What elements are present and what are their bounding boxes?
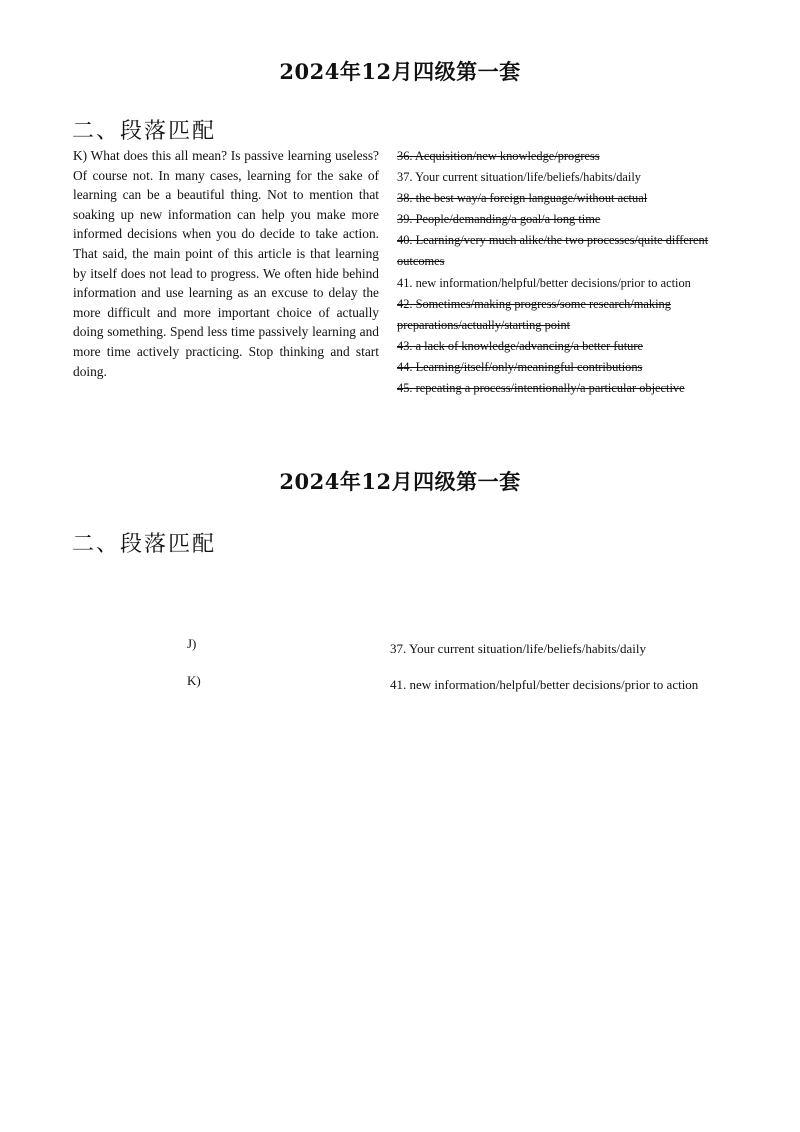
answer-text: 37. Your current situation/life/beliefs/habits/daily [390, 641, 646, 656]
page-title: 2024年12月四级第一套 [279, 59, 521, 84]
option-item: 40. Learning/very much alike/the two processes/quite different outcomes [397, 233, 709, 269]
option-item: 37. Your current situation/life/beliefs/habits/daily [397, 170, 641, 185]
passage-paragraph-k: K) What does this all mean? Is passive learning useless? Of course not. In many cases, learning for the sake of learning can be a beautiful thing. Not to mention that soaking up new information can help you make more informed decisions when you do decide to take action. That said, the main point of this article is that learning by itself does not lead to progress. We often hide behind information and use learning as an excuse to delay the more difficult and more important choice of actually doing something. Spend less time passively learning and more time actively practicing. Stop thinking and start doing. [73, 148, 379, 379]
section-heading: 二、段落匹配 [72, 119, 217, 144]
answer-label: K) [187, 673, 201, 688]
option-item: 38. the best way/a foreign language/without actual [397, 191, 648, 206]
options-list [397, 146, 757, 399]
answer-label: J) [187, 636, 197, 651]
option-item: 44. Learning/itself/only/meaningful contributions [397, 359, 643, 374]
option-item: 39. People/demanding/a goal/a long time [397, 212, 601, 227]
option-item: 41. new information/helpful/better decisions/prior to action [397, 275, 691, 290]
section-heading-2: 二、段落匹配 [72, 532, 217, 557]
answer-text: 41. new information/helpful/better decisions/prior to action [390, 677, 699, 692]
option-item: 36. Acquisition/new knowledge/progress [397, 149, 600, 163]
page-title-2: 2024年12月四级第一套 [279, 469, 521, 494]
option-item: 43. a lack of knowledge/advancing/a better future [397, 338, 643, 353]
option-item: 45. repeating a process/intentionally/a particular objective [397, 381, 685, 396]
option-item: 42. Sometimes/making progress/some research/making preparations/actually/starting point [397, 296, 671, 332]
